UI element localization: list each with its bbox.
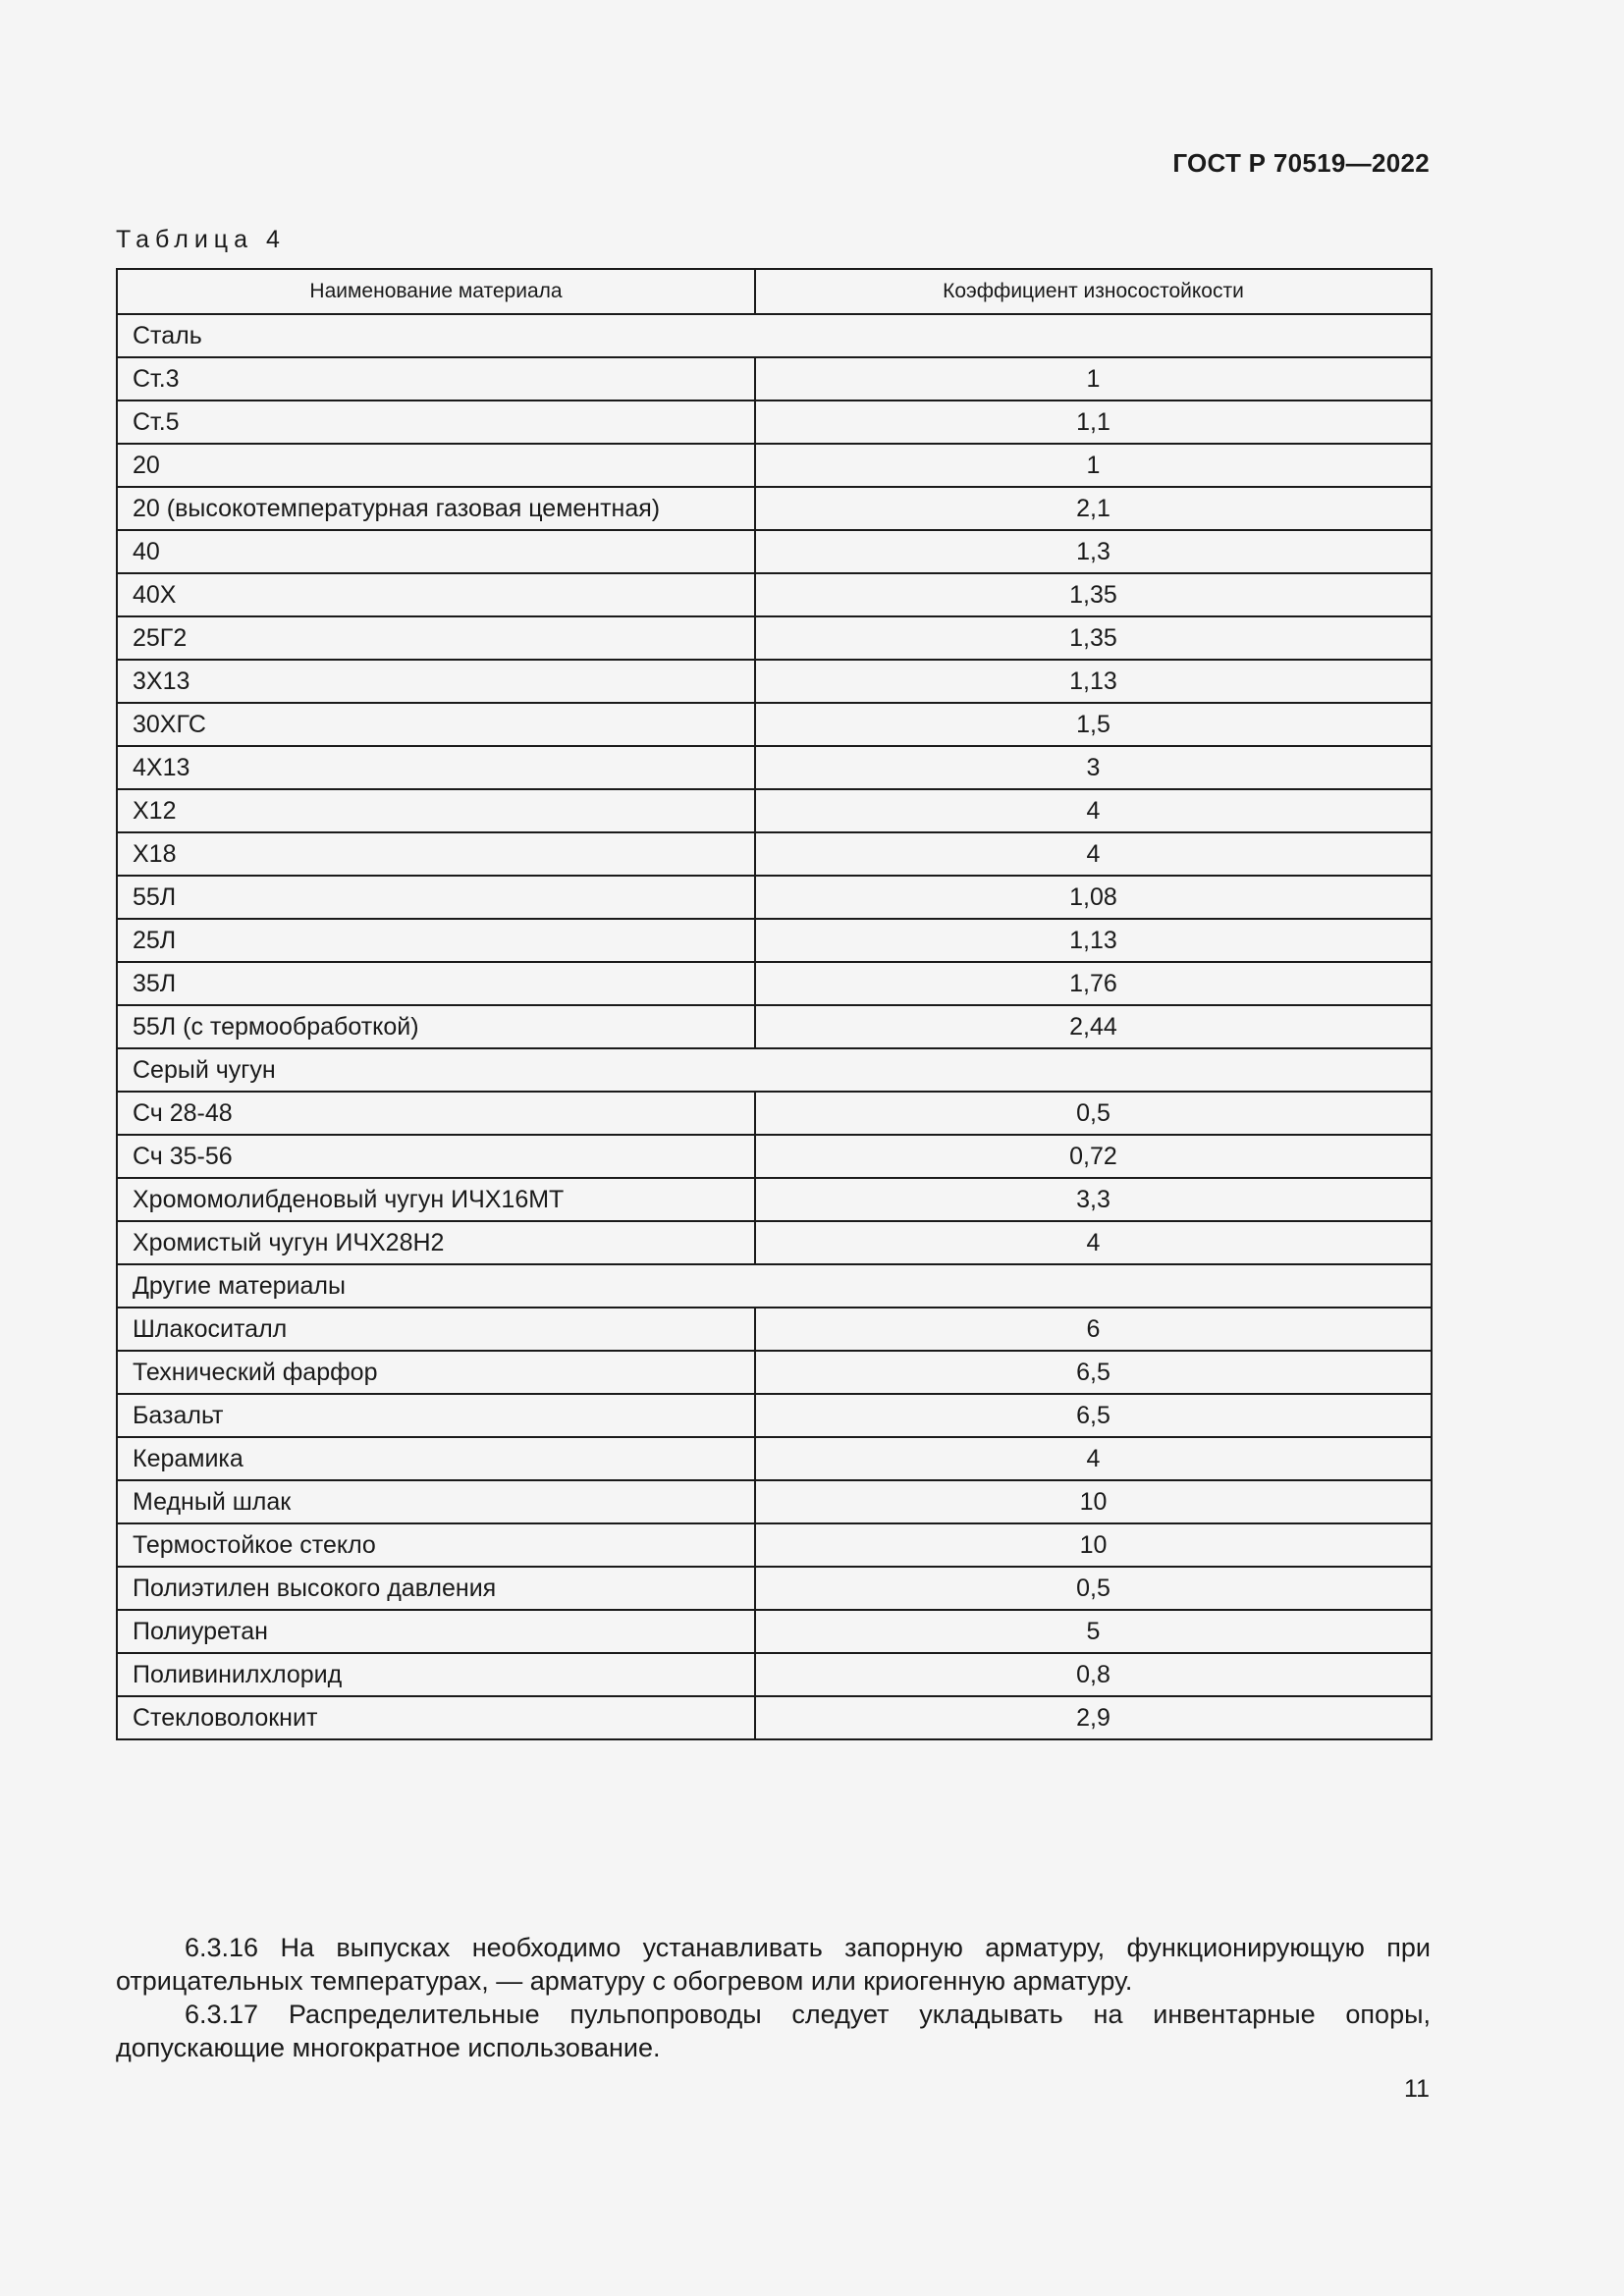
wear-coefficient-cell: 1,13 xyxy=(755,919,1432,962)
material-name-cell: Шлакоситалл xyxy=(117,1308,755,1351)
table-row xyxy=(117,789,1432,832)
material-name-cell: Стекловолокнит xyxy=(117,1696,755,1739)
wear-coefficient-cell: 6 xyxy=(755,1308,1432,1351)
material-name-cell: Ст.3 xyxy=(117,357,755,400)
table-row xyxy=(117,573,1432,616)
wear-coefficient-cell: 5 xyxy=(755,1610,1432,1653)
table-row xyxy=(117,357,1432,400)
material-name-cell: Базальт xyxy=(117,1394,755,1437)
table-row xyxy=(117,1437,1432,1480)
table-row xyxy=(117,1351,1432,1394)
wear-coefficient-cell: 0,8 xyxy=(755,1653,1432,1696)
table-row xyxy=(117,1696,1432,1739)
table-row xyxy=(117,703,1432,746)
material-name-cell: Сч 35-56 xyxy=(117,1135,755,1178)
material-name-cell: Х12 xyxy=(117,789,755,832)
table-row xyxy=(117,1480,1432,1523)
wear-coefficient-cell: 1,1 xyxy=(755,400,1432,444)
table-row xyxy=(117,1567,1432,1610)
wear-coefficient-cell: 1,5 xyxy=(755,703,1432,746)
material-name-cell: 3Х13 xyxy=(117,660,755,703)
wear-coefficient-cell: 1,08 xyxy=(755,876,1432,919)
material-name-cell: Медный шлак xyxy=(117,1480,755,1523)
material-name-cell: 55Л (с термообработкой) xyxy=(117,1005,755,1048)
table-body xyxy=(117,314,1432,1739)
column-header-coefficient: Коэффициент износостойкости xyxy=(755,269,1432,314)
material-name-cell: 20 (высокотемпературная газовая цементная) xyxy=(117,487,755,530)
material-name-cell: Сч 28-48 xyxy=(117,1092,755,1135)
table-row xyxy=(117,746,1432,789)
wear-coefficient-cell: 1,76 xyxy=(755,962,1432,1005)
table-row xyxy=(117,832,1432,876)
paragraph-6-3-17: 6.3.17 Распределительные пульпопроводы следует укладывать на инвентарные опоры, допускающие многократное использование. xyxy=(116,2000,1431,2062)
table-row xyxy=(117,616,1432,660)
material-name-cell: Полиэтилен высокого давления xyxy=(117,1567,755,1610)
table-row xyxy=(117,530,1432,573)
table-row xyxy=(117,660,1432,703)
material-name-cell: 35Л xyxy=(117,962,755,1005)
table-row xyxy=(117,962,1432,1005)
material-name-cell: Ст.5 xyxy=(117,400,755,444)
wear-coefficient-cell: 10 xyxy=(755,1523,1432,1567)
material-name-cell: Поливинилхлорид xyxy=(117,1653,755,1696)
material-name-cell: Технический фарфор xyxy=(117,1351,755,1394)
material-name-cell: Х18 xyxy=(117,832,755,876)
wear-coefficient-cell: 1,3 xyxy=(755,530,1432,573)
wear-coefficient-cell: 3,3 xyxy=(755,1178,1432,1221)
wear-coefficient-cell: 1,35 xyxy=(755,616,1432,660)
wear-coefficient-cell: 0,5 xyxy=(755,1567,1432,1610)
wear-coefficient-cell: 1 xyxy=(755,444,1432,487)
table-row xyxy=(117,487,1432,530)
wear-coefficient-cell: 6,5 xyxy=(755,1394,1432,1437)
table-group-row xyxy=(117,1264,1432,1308)
table-row xyxy=(117,1308,1432,1351)
material-name-cell: Хромистый чугун ИЧХ28Н2 xyxy=(117,1221,755,1264)
wear-coefficient-cell: 2,44 xyxy=(755,1005,1432,1048)
material-name-cell: 25Л xyxy=(117,919,755,962)
wear-coefficient-cell: 4 xyxy=(755,789,1432,832)
table-row xyxy=(117,1610,1432,1653)
wear-coefficient-cell: 3 xyxy=(755,746,1432,789)
material-name-cell: 55Л xyxy=(117,876,755,919)
material-name-cell: 30ХГС xyxy=(117,703,755,746)
paragraph-6-3-16: 6.3.16 На выпусках необходимо устанавливать запорную арматуру, функционирующую при отрицательных температурах, — арматуру с обогревом или криогенную арматуру. xyxy=(116,1933,1431,1996)
table-row xyxy=(117,400,1432,444)
wear-coefficient-cell: 2,9 xyxy=(755,1696,1432,1739)
material-name-cell: Термостойкое стекло xyxy=(117,1523,755,1567)
table-row xyxy=(117,1221,1432,1264)
table-header-row xyxy=(117,269,1432,314)
group-label: Серый чугун xyxy=(117,1048,1432,1092)
table-group-row xyxy=(117,1048,1432,1092)
table-caption: Таблица 4 xyxy=(116,226,286,253)
table-row xyxy=(117,1653,1432,1696)
table-group-row xyxy=(117,314,1432,357)
wear-coefficient-cell: 1,35 xyxy=(755,573,1432,616)
column-header-material: Наименование материала xyxy=(117,269,755,314)
wear-coefficient-cell: 6,5 xyxy=(755,1351,1432,1394)
table-row xyxy=(117,1394,1432,1437)
table-row xyxy=(117,444,1432,487)
wear-coefficient-cell: 4 xyxy=(755,832,1432,876)
table-row xyxy=(117,1135,1432,1178)
table-row xyxy=(117,1523,1432,1567)
material-name-cell: 20 xyxy=(117,444,755,487)
material-name-cell: 40 xyxy=(117,530,755,573)
wear-coefficient-cell: 0,72 xyxy=(755,1135,1432,1178)
material-name-cell: 4Х13 xyxy=(117,746,755,789)
material-name-cell: Хромомолибденовый чугун ИЧХ16МТ xyxy=(117,1178,755,1221)
document-header: ГОСТ Р 70519—2022 xyxy=(1172,148,1430,178)
wear-coefficient-cell: 0,5 xyxy=(755,1092,1432,1135)
group-label: Сталь xyxy=(117,314,1432,357)
wear-coefficient-cell: 4 xyxy=(755,1221,1432,1264)
table-row xyxy=(117,876,1432,919)
wear-coefficient-cell: 10 xyxy=(755,1480,1432,1523)
wear-coefficient-cell: 1,13 xyxy=(755,660,1432,703)
wear-coefficient-cell: 2,1 xyxy=(755,487,1432,530)
table-row xyxy=(117,1178,1432,1221)
wear-coefficient-cell: 1 xyxy=(755,357,1432,400)
table-row xyxy=(117,1005,1432,1048)
group-label: Другие материалы xyxy=(117,1264,1432,1308)
material-name-cell: Керамика xyxy=(117,1437,755,1480)
material-name-cell: Полиуретан xyxy=(117,1610,755,1653)
page-number: 11 xyxy=(1404,2075,1430,2103)
materials-table xyxy=(116,268,1433,1740)
table-row xyxy=(117,919,1432,962)
wear-coefficient-cell: 4 xyxy=(755,1437,1432,1480)
material-name-cell: 25Г2 xyxy=(117,616,755,660)
table-row xyxy=(117,1092,1432,1135)
material-name-cell: 40Х xyxy=(117,573,755,616)
